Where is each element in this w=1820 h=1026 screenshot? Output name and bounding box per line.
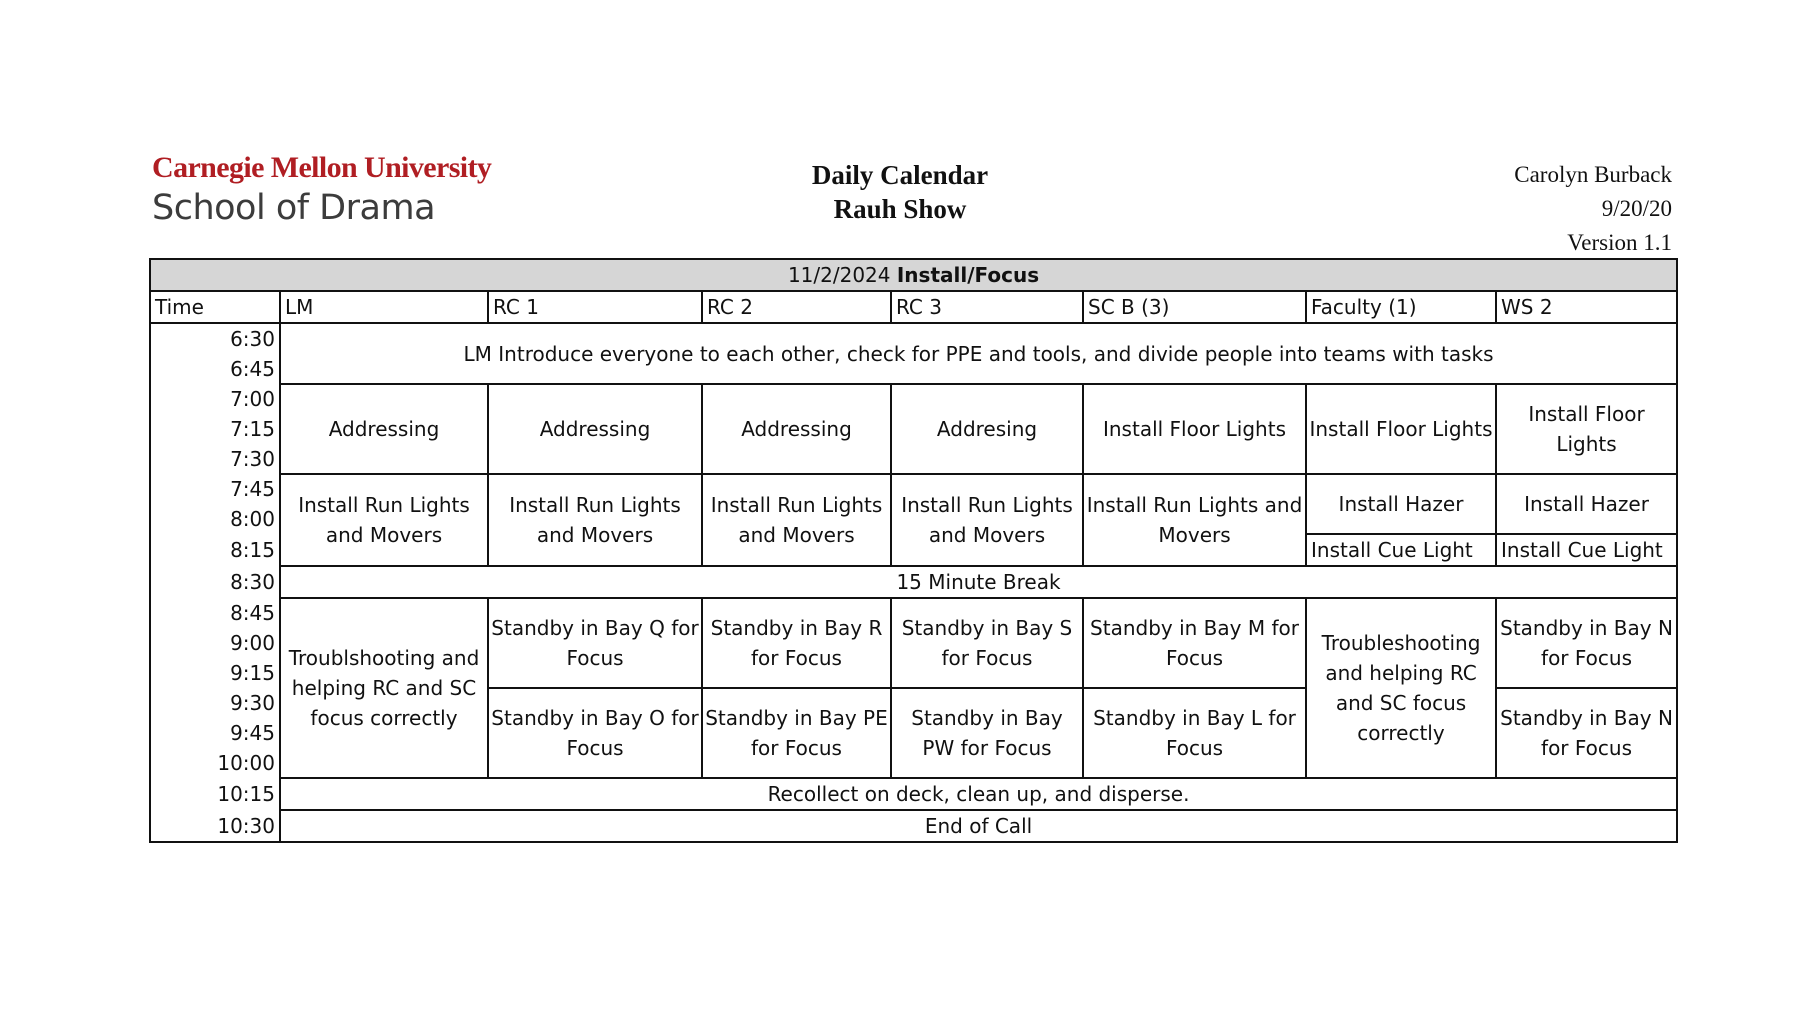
troubleshoot-faculty: Troubleshooting and helping RC and SC focus correctly [1306, 598, 1496, 778]
time-cell: 9:30 [150, 688, 280, 718]
time-cell: 9:45 [150, 718, 280, 748]
focus-rc3-b: Standby in Bay PW for Focus [891, 688, 1083, 778]
banner-label: Install/Focus [896, 263, 1040, 287]
addressing-rc2: Addressing [702, 384, 891, 474]
document-meta [1514, 158, 1672, 260]
intro-cell: LM Introduce everyone to each other, check for PPE and tools, and divide people into teams with tasks [280, 323, 1677, 384]
time-cell: 8:45 [150, 598, 280, 628]
time-cell: 6:30 [150, 323, 280, 354]
focus-scb-a: Standby in Bay M for Focus [1083, 598, 1306, 688]
run-lights-lm: Install Run Lights and Movers [280, 474, 488, 566]
subtitle-text: Rauh Show [833, 194, 967, 224]
title-text: Daily Calendar [811, 160, 989, 190]
floor-lights-scb: Install Floor Lights [1083, 384, 1306, 474]
time-cell: 7:00 [150, 384, 280, 414]
schedule-table [149, 258, 1678, 843]
focus-rc3-a: Standby in Bay S for Focus [891, 598, 1083, 688]
focus-rc1-a: Standby in Bay Q for Focus [488, 598, 702, 688]
col-header-time: Time [150, 291, 280, 323]
cue-light-ws: Install Cue Light [1496, 534, 1677, 566]
break-cell: 15 Minute Break [280, 566, 1677, 598]
col-header-faculty: Faculty (1) [1306, 291, 1496, 323]
focus-rc2-b: Standby in Bay PE for Focus [702, 688, 891, 778]
floor-lights-faculty: Install Floor Lights [1306, 384, 1496, 474]
time-row [150, 810, 1677, 842]
school-logo [152, 150, 491, 230]
logo-school: School of Drama [152, 188, 436, 228]
author-text: Carolyn Burback [1514, 162, 1672, 187]
focus-ws-b: Standby in Bay N for Focus [1496, 688, 1677, 778]
banner-date: 11/2/2024 [787, 263, 891, 287]
run-lights-rc3: Install Run Lights and Movers [891, 474, 1083, 566]
time-cell: 8:30 [150, 566, 280, 598]
col-header-scb: SC B (3) [1083, 291, 1306, 323]
addressing-rc1: Addressing [488, 384, 702, 474]
time-cell: 8:00 [150, 504, 280, 534]
hazer-faculty: Install Hazer [1306, 474, 1496, 534]
time-cell: 10:15 [150, 778, 280, 810]
time-row [150, 323, 1677, 354]
focus-ws-a: Standby in Bay N for Focus [1496, 598, 1677, 688]
col-header-rc2: RC 2 [702, 291, 891, 323]
time-cell: 10:30 [150, 810, 280, 842]
version-text: Version 1.1 [1567, 230, 1672, 255]
col-header-rc1: RC 1 [488, 291, 702, 323]
header-row [150, 291, 1677, 323]
run-lights-scb: Install Run Lights and Movers [1083, 474, 1306, 566]
banner-row [150, 259, 1677, 291]
logo-university: Carnegie Mellon University [152, 151, 492, 184]
col-header-rc3: RC 3 [891, 291, 1083, 323]
time-cell: 6:45 [150, 354, 280, 384]
time-cell: 8:15 [150, 534, 280, 566]
time-row [150, 598, 1677, 628]
time-cell: 10:00 [150, 748, 280, 778]
focus-scb-b: Standby in Bay L for Focus [1083, 688, 1306, 778]
col-header-ws: WS 2 [1496, 291, 1677, 323]
time-row [150, 566, 1677, 598]
focus-rc2-a: Standby in Bay R for Focus [702, 598, 891, 688]
troubleshoot-lm: Troublshooting and helping RC and SC focus correctly [280, 598, 488, 778]
time-cell: 7:15 [150, 414, 280, 444]
cue-light-faculty: Install Cue Light [1306, 534, 1496, 566]
time-cell: 7:45 [150, 474, 280, 504]
focus-rc1-b: Standby in Bay O for Focus [488, 688, 702, 778]
time-row [150, 778, 1677, 810]
col-header-lm: LM [280, 291, 488, 323]
addressing-lm: Addressing [280, 384, 488, 474]
document-title [700, 158, 1100, 226]
run-lights-rc1: Install Run Lights and Movers [488, 474, 702, 566]
time-cell: 7:30 [150, 444, 280, 474]
time-row [150, 474, 1677, 504]
date-text: 9/20/20 [1601, 196, 1672, 221]
time-cell: 9:00 [150, 628, 280, 658]
banner-cell [150, 259, 1677, 291]
end-cell: End of Call [280, 810, 1677, 842]
floor-lights-ws: Install Floor Lights [1496, 384, 1677, 474]
addressing-rc3: Addresing [891, 384, 1083, 474]
hazer-ws: Install Hazer [1496, 474, 1677, 534]
time-row [150, 384, 1677, 414]
time-cell: 9:15 [150, 658, 280, 688]
recollect-cell: Recollect on deck, clean up, and disperse. [280, 778, 1677, 810]
run-lights-rc2: Install Run Lights and Movers [702, 474, 891, 566]
